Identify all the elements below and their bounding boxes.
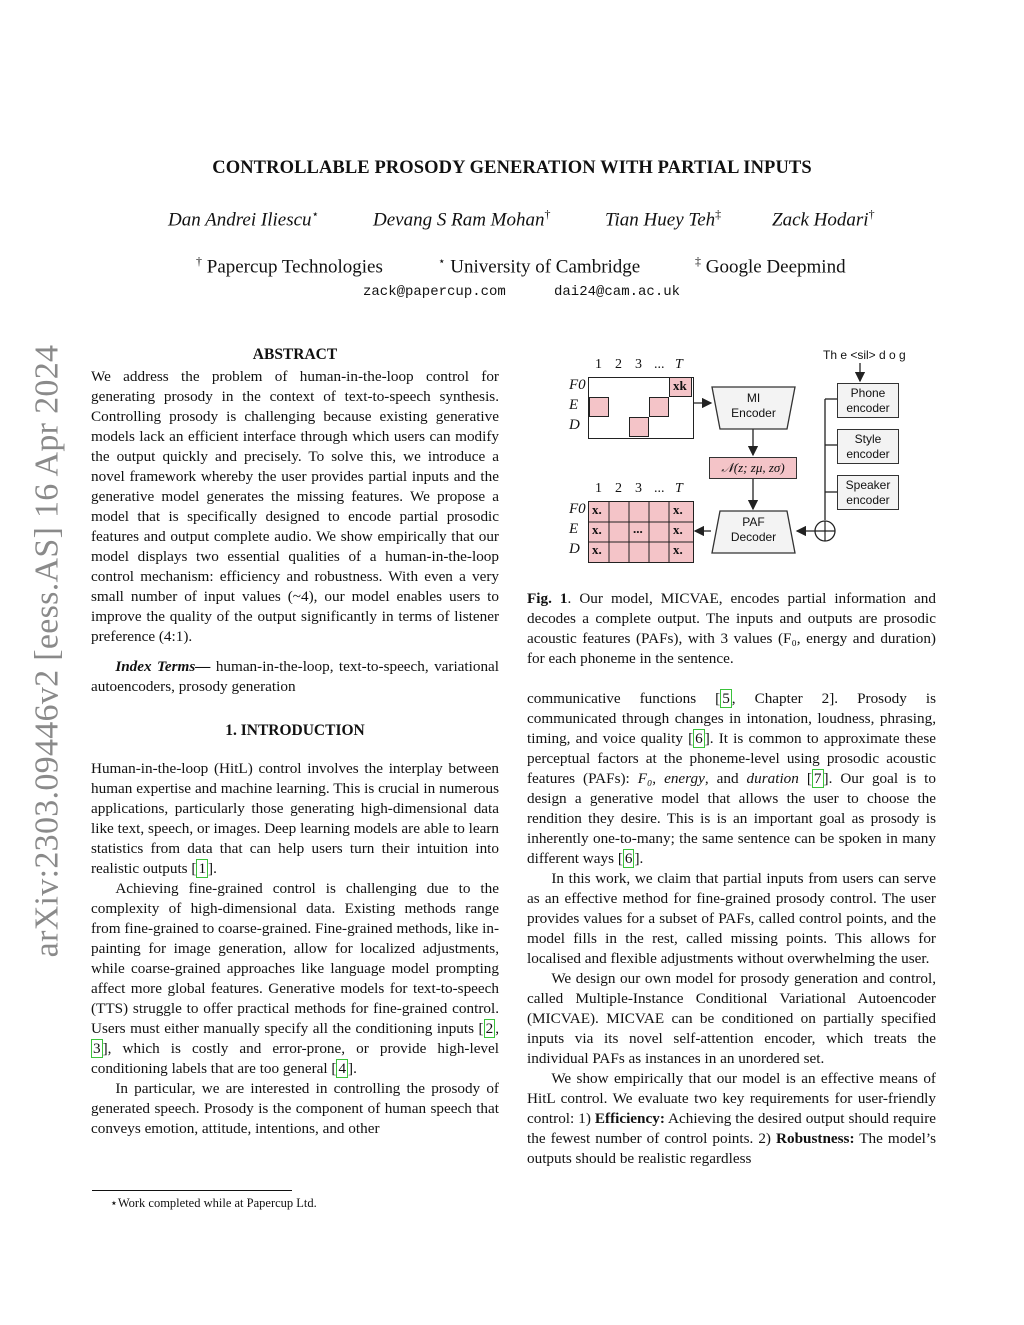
text-run: F₀ [637,770,653,787]
author-3 [605,207,721,231]
col-num: T [675,357,683,372]
index-terms [91,657,499,697]
text-run: energy [664,770,705,787]
input-cell [649,397,669,417]
index-terms-label: Index Terms— [115,658,211,675]
caption-label: Fig. 1 [527,590,568,607]
col-num: 1 [595,357,602,372]
paf-decoder-label: PAF Decoder [730,515,777,544]
figure-caption [527,589,936,669]
index-terms-text: human-in-the-loop, text-to-speech, variational autoencoders, prosody generation [91,658,500,695]
author-name: Zack Hodari [772,209,869,231]
text-run: , Chapter 2]. Prosody is communicated through changes in intonation, loudness, phrasing, timing, and voice quality [527,690,936,747]
input-cell [589,397,609,417]
text-run: Efficiency: [594,1110,665,1127]
col-num: ... [654,481,665,496]
affil-name: Papercup Technologies [206,256,383,278]
col-num: 3 [635,481,642,496]
row-label-e: E [569,397,579,413]
author-2 [373,207,551,231]
intro-paragraph-2: Achieving fine-grained control is challenging due to the complexity of high-dimensional data. Existing methods range from fine-grained to coarse-grained. Fine-grained methods, like in-painting for image generation, allow for localized adjustments, while coarse-grained approaches like language model prompting affect more global features. Generative models for text-to-speech (TTS) struggle to offer practical methods for fine-grained control. Users must either manually specify all the conditioning inputs [ 2 , 3 ], which is costly and error-prone, or provide high-level conditioning labels that are too general [ 4 ]. [91,880,499,1077]
author-mark: † [544,207,551,221]
right-paragraph-4 [527,1069,936,1169]
author-mark: † [868,207,875,221]
citation-link[interactable]: 5 [722,690,730,707]
affil-name: University of Cambridge [450,256,641,278]
text-run: . [213,860,217,877]
left-column [91,345,499,1139]
affiliation-2 [438,254,640,278]
affil-mark: ⋆ [438,254,446,268]
affiliation-1 [196,254,383,278]
style-encoder: Style encoder [837,429,899,464]
text-run: , [652,770,665,787]
citation-link[interactable]: 7 [813,770,822,787]
author-4 [772,207,875,231]
text-run: Robustness: [776,1130,855,1147]
input-cell [629,417,649,437]
intro-heading: 1. INTRODUCTION [225,722,365,739]
col-num: 1 [595,481,602,496]
x-label: x. [592,522,602,537]
affil-mark: ‡ [695,254,701,268]
text-run: . It is common to approximate these perceptual factors at the phoneme-level using prosodic acoustic features (PAFs): [527,730,936,787]
x-label: x. [673,502,683,517]
normal-distribution: 𝒩(z; zμ, zσ) [709,457,797,479]
row-label-f0: F0 [569,501,586,517]
text-run: Human-in-the-loop (HitL) control involves the interplay between human expertise and machine learning. This is crucial in numerous applications, particularly those generating high-dimensional data like text, speech, or images. Deep learning models are able to learn statistics from data that can help users turn their intuition into realistic outputs [91,760,499,877]
col-num: T [675,481,683,496]
x-label: x. [592,542,602,557]
text-run [799,770,807,787]
arxiv-id: arXiv:2303.09446v2 [eess.AS] 16 Apr 2024 [28,344,65,958]
citation-link[interactable]: 4 [338,1060,347,1077]
caption-text: . Our model, MICVAE, encodes partial information and decodes a complete output. The inputs and outputs are prosodic acoustic features (PAFs), with 3 values (F₀, energy and duration) for each phoneme in the sentence. [527,590,936,667]
text-run: duration [746,770,799,787]
text-run: . [353,1060,357,1077]
right-column [527,689,936,1169]
input-text: Th e <sil> d o g [823,348,906,362]
paper-title: CONTROLLABLE PROSODY GENERATION WITH PARTIAL INPUTS [212,158,812,178]
row-label-d: D [569,541,580,557]
author-mark: ‡ [715,207,722,221]
col-num: 3 [635,357,642,372]
x-label: x. [592,502,602,517]
author-name: Devang S Ram Mohan [373,209,545,231]
author-1 [168,207,319,231]
col-num: 2 [615,357,622,372]
text-run: Achieving fine-grained control is challenging due to the complexity of high-dimensional data. Existing methods range from fine-grained to coarse-grained. Fine-grained methods, like in-painting for image generation, allow for localized adjustments, while coarse-grained approaches like language model prompting affect more global features. Generative models for text-to-speech (TTS) struggle to offer practical methods for fine-grained control. Users must either manually specify all the conditioning inputs [91,880,499,1037]
abstract-text: We address the problem of human-in-the-loop control for generating prosody in the context of text-to-speech synthesis. Controlling prosody is challenging because existing generative models lack an efficient interface through which users can modify the output quickly and precisely. To solve this, we introduce a novel framework whereby the user provides partial inputs and the generative model generates the missing features. We propose a model that is specifically designed to encode partial prosodic features and output complete audio. We show empirically that our model displays two essential qualities of a human-in-the-loop control mechanism: efficiency and robustness. With even a very small number of input values (~4), our model enables users to improve the quality of the output significantly in terms of listener preference (4:1). [91,368,499,645]
x-label: x. [673,542,683,557]
xk-label: xk [673,378,687,393]
col-num: ... [654,357,665,372]
author-name: Dan Andrei Iliescu [168,209,312,231]
right-paragraph-3: We design our own model for prosody generation and control, called Multiple-Instance Conditional Variational Autoencoder (MICVAE). MICVAE can be conditioned on partially specified inputs via its novel self-attention encoder, which treats the individual PAFs as instances in an unordered set. [527,970,936,1067]
phone-encoder: Phone encoder [837,383,899,418]
citation-link[interactable]: 1 [198,860,207,877]
text-run: , which is costly and error-prone, or provide high-level conditioning labels that are too general [91,1040,499,1077]
author-mark: ⋆ [311,207,320,221]
right-paragraph-2: In this work, we claim that partial inputs from users can serve as an effective method for fine-grained prosody control. The user provides values for a subset of PAFs, called control points, and the model fills in the rest, called missing points. This allows for localised and flexible adjustments without overwhelming the user. [527,870,936,967]
x-label: x. [673,522,683,537]
intro-paragraph-3: In particular, we are interested in controlling the prosody of generated speech. Prosody is the component of human speech that conveys emotion, attitude, intentions, and other [91,1080,499,1137]
unused [795,397,825,403]
intro-paragraph-1: Human-in-the-loop (HitL) control involves the interplay between human expertise and machine learning. This is crucial in numerous applications, particularly those generating high-dimensional data like text, speech, or images. Deep learning models are able to learn statistics from data that can help users turn their intuition into realistic outputs [ 1 ]. [91,760,499,877]
affiliation-3 [695,254,846,278]
text-run: Achieving the desired output should require the fewest number of control points. 2) [527,1110,936,1147]
affil-mark: † [196,254,202,268]
email-1[interactable]: zack@papercup.com [363,284,506,300]
footnote: ⋆Work completed while at Papercup Ltd. [110,1196,317,1210]
text-run: communicative functions [ [527,690,721,707]
row-label-d: D [569,417,580,433]
author-name: Tian Huey Teh [605,209,716,231]
text-run: The model’s outputs should be realistic regardless [527,1130,936,1167]
col-num: 2 [615,481,622,496]
text-run: . Our goal is to design a generative model that allows the user to choose the rendition they desire. This is is an important goal as prosody is inherently one-to-many; the same sentence can be spoken in many different ways [527,770,936,867]
text-run: We show empirically that our model is an effective means of HitL control. We evaluate two key requirements for user-friendly control: 1) [527,1070,936,1127]
email-2[interactable]: dai24@cam.ac.uk [554,284,681,300]
row-label-e: E [569,521,579,537]
citation-link[interactable]: 6 [695,730,703,747]
row-label-f0: F0 [569,377,586,393]
footnote-rule [92,1190,292,1191]
text-run: , and [704,770,747,787]
affil-name: Google Deepmind [705,256,846,278]
text-run: . [639,850,644,867]
dots-label: ... [633,521,643,536]
citation-link[interactable]: 6 [624,850,633,867]
speaker-encoder: Speaker encoder [837,475,899,510]
citation-link[interactable]: 2 [485,1020,494,1037]
figure-1 [555,345,925,575]
arxiv-stamp [22,345,72,957]
right-paragraph-1: communicative functions [ 5 , Chapter 2]. Prosody is communicated through changes in intonation, loudness, phrasing, timing, and voice quality [ 6 ]. It is common to approximate these perceptual factors at the phoneme-level using prosodic acoustic features (PAFs): F₀, energy, and duration [ 7 ]. Our goal is to design a generative model that allows the user to choose the rendition they desire. This is is an important goal as prosody is inherently one-to-many; the same sentence can be spoken in many different ways [ 6 ]. [527,690,936,867]
citation-link[interactable]: 3 [93,1040,101,1057]
abstract-heading: ABSTRACT [252,346,338,363]
mi-encoder-label: MI Encoder [731,391,776,420]
